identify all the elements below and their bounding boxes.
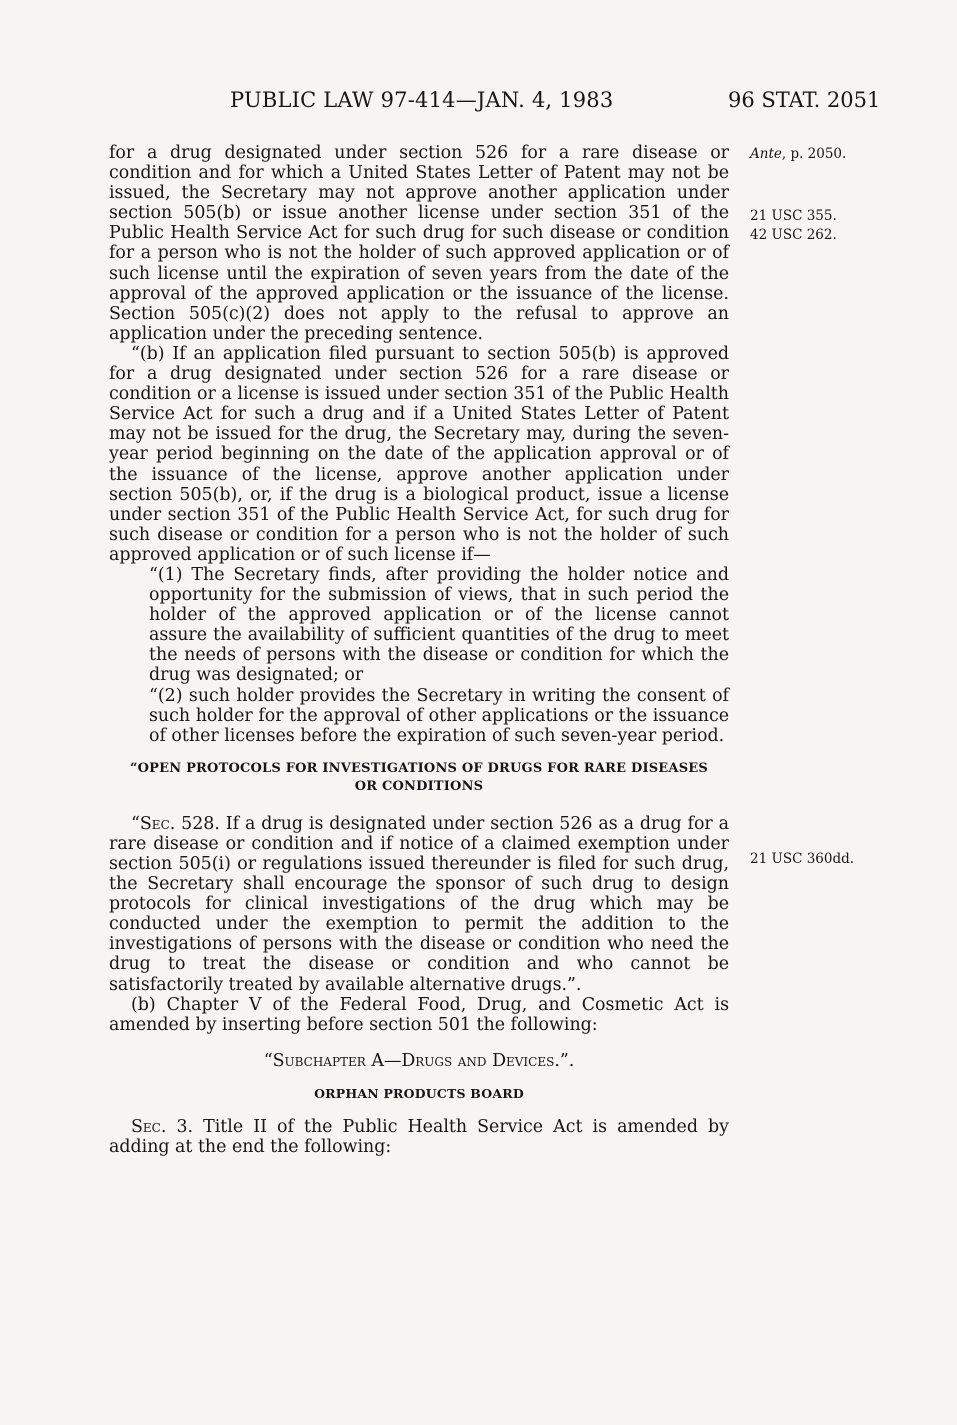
paragraph-b: “(b) If an application filed pursuant to section 505(b) is approved for a drug designated under section 526 for a rare disease or condition or a license is issued under section 351 of the Public Health Service Act for such a drug and if a United States Letter of Patent may not be issued for the drug, the Secretary may, during the seven-year period beginning on the date of the application approval or of the issuance of the license, approve another application under section 505(b), or, if the drug is a biological product, issue a license under section 351 of the Public Health Service Act, for such drug for such disease or condition for a person who is not the holder of such approved application or of such license if—: [109, 343, 729, 565]
margin-note-21-usc-355: 21 USC 355.: [750, 208, 837, 224]
margin-note-ante-italic: Ante: [750, 146, 782, 162]
margin-note-21-usc-360dd: 21 USC 360dd.: [750, 851, 855, 867]
running-header-title: PUBLIC LAW 97-414—JAN. 4, 1983: [230, 88, 614, 112]
statute-body: [109, 143, 729, 1157]
margin-note-ante: [750, 146, 846, 162]
section-3-label: Sec.: [131, 1116, 167, 1137]
subchapter-heading: “Subchapter A—Drugs and Devices.”.: [263, 1050, 575, 1071]
paragraph-item-2: “(2) such holder provides the Secretary in writing the consent of such holder for the approval of other applications or the issuance of other licenses before the expiration of such seven-year period.: [149, 685, 729, 746]
heading-open-protocols-line2: OR CONDITIONS: [354, 778, 484, 794]
paragraph-item-1: “(1) The Secretary finds, after providing the holder notice and opportunity for the submission of views, that in such period the holder of the approved application or of the license cannot assure the availability of sufficient quantities of the drug to meet the needs of persons with the disease or condition for which the drug was designated; or: [149, 564, 729, 686]
section-3-text: 3. Title II of the Public Health Service Act is amended by adding at the end the following:: [109, 1116, 729, 1158]
section-heading-orphan-products-board: ORPHAN PRODUCTS BOARD: [314, 1085, 524, 1101]
running-header-stat: 96 STAT. 2051: [728, 88, 881, 112]
section-528-paragraph: [109, 814, 729, 995]
section-heading-open-protocols: [109, 760, 729, 796]
section-528-label: “Sec.: [131, 813, 176, 834]
paragraph-chapter-v: (b) Chapter V of the Federal Food, Drug, and Cosmetic Act is amended by inserting before section 501 the following:: [109, 994, 729, 1035]
paragraph-a-continuation: for a drug designated under section 526 for a rare disease or condition and for which a United States Letter of Patent may not be issued, the Secretary may not approve another application under section 505(b) or issue another license under section 351 of the Public Health Service Act for such drug for such disease or condition for a person who is not the holder of such approved application or of such license until the expiration of seven years from the date of the approval of the approved application or the issuance of the license. Section 505(c)(2) does not apply to the refusal to approve an application under the preceding sentence.: [109, 143, 729, 344]
margin-note-ante-rest: , p. 2050.: [781, 146, 847, 162]
heading-open-protocols-line1: “OPEN PROTOCOLS FOR INVESTIGATIONS OF DRUGS FOR RARE DISEASES: [129, 760, 708, 776]
margin-note-42-usc-262: 42 USC 262.: [750, 227, 837, 243]
section-528-text: 528. If a drug is designated under section 526 as a drug for a rare disease or condition and if notice of a claimed exemption under section 505(i) or regulations issued thereunder is filed for such drug, the Secretary shall encourage the sponsor of such drug to design protocols for clinical investigations of the drug which may be conducted under the exemption to permit the addition to the investigations of persons with the disease or condition who need the drug to treat the disease or condition and who cannot be satisfactorily treated by available alternative drugs.”.: [109, 813, 729, 995]
section-3-paragraph: [109, 1117, 729, 1157]
